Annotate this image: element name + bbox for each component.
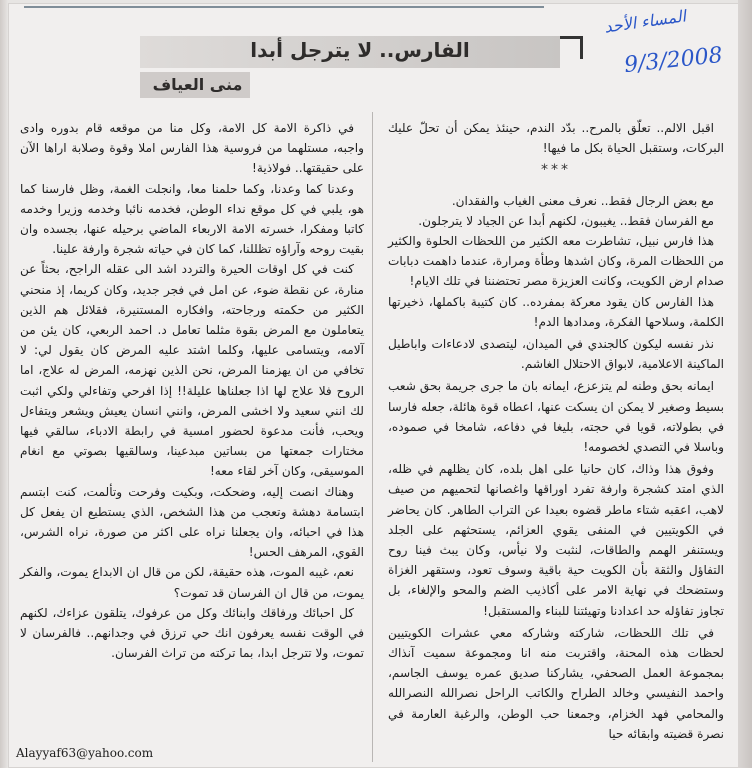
handwritten-source: المساء الأحد [603, 6, 688, 37]
page-left-shadow [0, 0, 8, 768]
paragraph: في تلك اللحظات، شاركته وشاركه معي عشرات الكويتيين لحظات هذه المحنة، واقتربت منه انا ومجموعة سميت آنذاك بمجموعة العمل الصحفي، يشاركنا صديق عمره يوسف الجاسم، واحمد النفيسي وخالد الطراح والكاتب الراحل نصرالله النصرالله والمحامي فهد الخزام، وجمعنا حب الوطن، والرغبة العارمة في نصرة قضيته وابقائه حيا [388, 625, 724, 741]
column-divider [372, 112, 373, 762]
handwritten-date-note [594, 6, 734, 80]
top-rule [24, 6, 544, 8]
paragraph: اقبل الالم.. تعلّق بالمرح.. بدّد الندم، حينئذ يمكن أن تحلّ عليك البركات، وستقبل الحياة بكل ما فيها! [388, 121, 724, 156]
left-column [20, 118, 364, 663]
paragraph: مع بعض الرجال فقط.. نعرف معنى الغياب والفقدان. [451, 193, 714, 208]
paragraph: كل احبائك ورفاقك وابنائك وكل من عرفوك، يتلقون عزاءك، لكنهم في الوقت نفسه يعرفون انك حي ترزق في وجدانهم.. فالفرسان لا تموت، ولا تترجل ابدا، بما تركته من تراث الفرسان. [20, 605, 364, 661]
paragraph: كنت في كل اوقات الحيرة والتردد اشد الى عقله الراجح، بحثاً عن منارة، عن نقطة ضوء، عن امل في فجر جديد، وكان كريما، إذ منحني الكثير من حكمته ورجاحته، وافكاره المستنيرة، فقلائل هم الذين يتعاملون مع المرض بقوة مثلما تعامل د. احمد الربعي، كان يئن من آلامه، ويتسامى عليها، وكلما اشتد عليه المرض كان يقول لي: لا تخافي من ان يهزمنا المرض، نحن الذين نهزمه، المرض له علاج، اما الروح فلا علاج لها اذا جعلناها عليلة!! إذا افرحي وتفاءلي ولكي اثبت لك انني سعيد ولا اخشى المرض، وانني انسان يعيش ويشعر ويتفاءل ويحب، فأنت مدعوة لحضور امسية في رابطة الادباء، سالقي فيها مختارات جمعتها من بساتين مبدعينا، وسالقيها بصوتي مع انغام الموسيقى، وكان آخر لقاء معه! [20, 262, 364, 479]
paragraph: نعم، غيبه الموت، هذه حقيقة، لكن من قال ان الابداع يموت، والفكر يموت، من قال ان الفرسان قد تموت؟ [20, 565, 364, 600]
paragraph: مع الفرسان فقط.. يغيبون، لكنهم أبدا عن الجياد لا يترجلون. [418, 213, 714, 228]
corner-bracket-ornament [560, 36, 583, 59]
paragraph: هذا فارس نبيل، تشاطرت معه الكثير من اللحظات الحلوة والكثير من اللحظات المرة، وكان اشدها وطأة ومرارة، عندما داهمت دبابات صدام ارض الكويت، وكانت العزيزة مصر تحتضننا في تلك الايام! [388, 234, 724, 289]
paragraph: وفوق هذا وذاك، كان حانيا على اهل بلده، كان يظلهم في ظله، الذي امتد كشجرة وارفة تفرد اوراقها واغصانها لتحميهم من صيف لاهب، اعقبه شتاء ماطر قضوه بعيدا عن التراب الطاهر. كان يحاضر في الكويتيين في المنفى يقوي العزائم، يستحثهم على الجلد ويستنفر الهمم والطاقات، لنثبت ولا نيأس، وكان يبث فينا روح التفاؤل والثقة بأن الكويت حية باقية وسوف تعود، وستقهر الغزاة وستضحك في نهاية الامر على أكاذيب الضم والمحو والإلغاء، بل تجاوز تفاؤله حد اعدادنا وتهيئتنا للبناء والمستقبل! [388, 462, 724, 618]
paragraph: ايمانه بحق وطنه لم يتزعزع، ايمانه بان ما جرى جريمة بحق شعب بسيط وصغير لا يمكن ان يسكت عنها، اعطاه قوة هائلة، جعله فارسا في بطولاته، قويا في حجته، بليغا في دفاعه، شامخا في صموده، وباسلا في التصدي لخصومه! [388, 379, 724, 455]
page-right-shadow [738, 0, 752, 768]
paragraph: هذا الفارس كان يقود معركة بمفرده.. كان كتيبة باكملها، ذخيرتها الكلمة، وسلاحها الفكرة، ومدادها الدم! [388, 294, 724, 329]
author-name: منى العياف [152, 75, 243, 94]
author-email: Alayyaf63@yahoo.com [16, 746, 154, 760]
paragraph: وعدنا كما وعدنا، وكما حلمنا معا، وانجلت الغمة، وظل فارسنا كما هو، يلبي في كل موقع نداء الوطن، فخدمه نائبا وخدمه وزيرا وخدمه كاتبا ومفكرا، خسرته الامة الاربعاء الماضي برحيله عنها، بجسده وان بقيت روحه وآراؤه تظللنا، كما كان في حياته شجرة وارفة علينا. [20, 181, 364, 257]
paragraph: وهناك انصت إليه، وضحكت، وبكيت وفرحت وتألمت، كنت ابتسم ابتسامة دهشة وتعجب من هذا الشخص، الذي يستطيع ان يفعل كل هذا في احبائه، وان يجعلنا نراه على اكثر من صورة، نراه الشرس، القوي، المرهف الحس! [20, 484, 364, 560]
section-separator: *** [541, 162, 571, 179]
article-title: الفارس.. لا يترجل أبدا [250, 38, 470, 62]
paragraph: في ذاكرة الامة كل الامة، وكل منا من موقعه قام بدوره وادى واجبه، مستلهما من فروسية هذا الفارس املا وقوة وصلابة اراها الآن على حقيقتها.. فولاذية! [20, 121, 364, 176]
handwritten-date: 9/3/2008 [622, 42, 724, 79]
right-column [388, 118, 724, 744]
paragraph: نذر نفسه ليكون كالجندي في الميدان، ليتصدى لادعاءات واباطيل الماكينة الاعلامية، لابواق الاحتلال الغاشم. [388, 337, 724, 372]
